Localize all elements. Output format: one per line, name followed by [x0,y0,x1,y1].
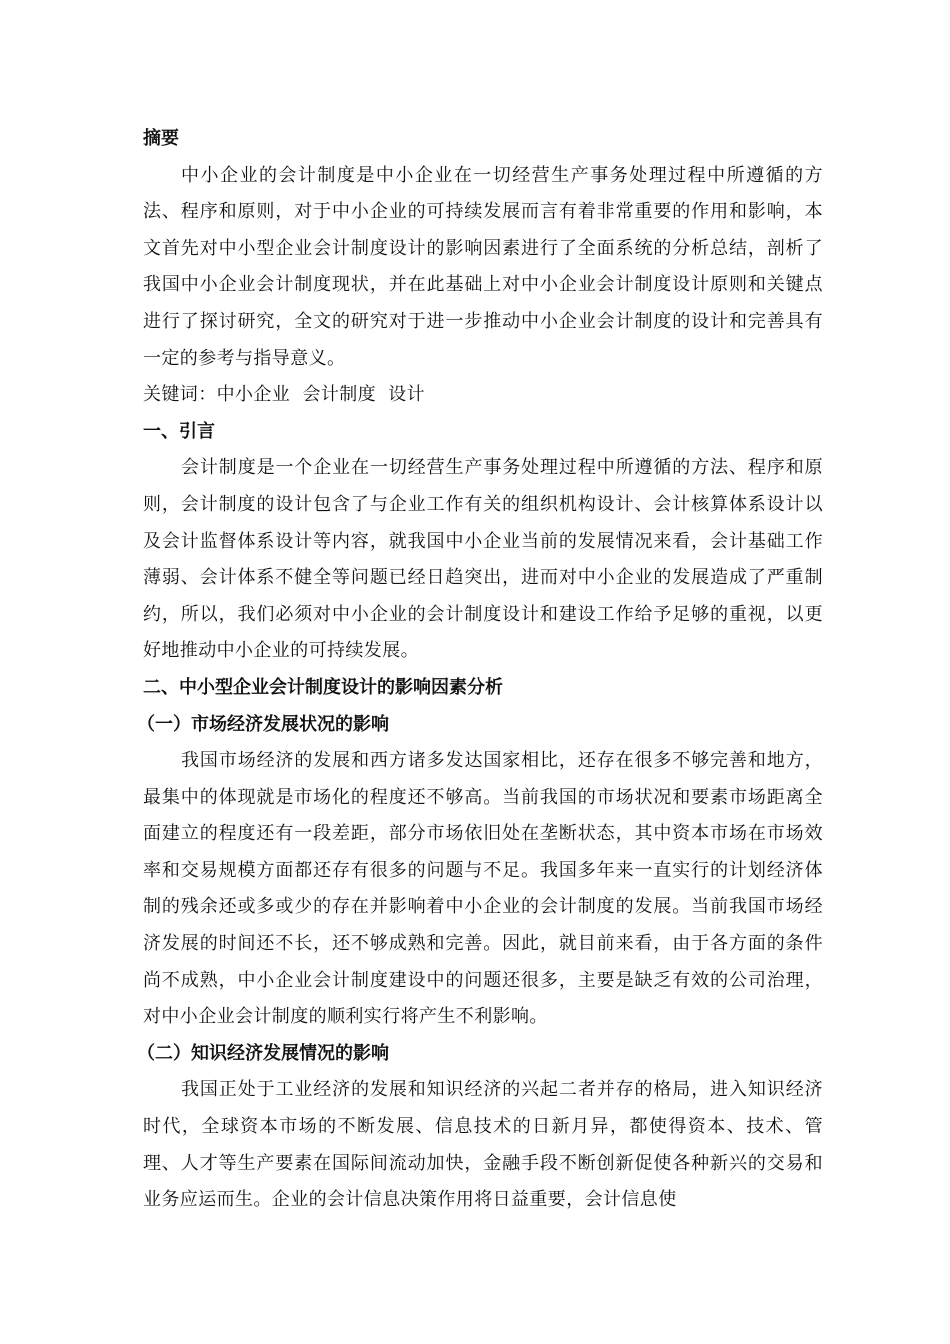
document-page [137,121,823,1219]
section1-body: 会计制度是一个企业在一切经营生产事务处理过程中所遵循的方法、程序和原则，会计制度的设计包含了与企业工作有关的组织机构设计、会计核算体系设计以及会计监督体系设计等内容，就我国中小企业当前的发展情况来看，会计基础工作薄弱、会计体系不健全等问题已经日趋突出，进而对中小企业的发展造成了严重制约，所以，我们必须对中小企业的会计制度设计和建设工作给予足够的重视，以更好地推动中小企业的可持续发展。 [143,457,823,662]
keywords-line: 关键词：中小企业 会计制度 设计 [143,384,426,406]
section2-sub2-heading: （二）知识经济发展情况的影响 [137,1042,389,1064]
abstract-body: 中小企业的会计制度是中小企业在一切经营生产事务处理过程中所遵循的方法、程序和原则，对于中小企业的可持续发展而言有着非常重要的作用和影响，本文首先对中小型企业会计制度设计的影响因素进行了全面系统的分析总结，剖析了我国中小企业会计制度现状，并在此基础上对中小企业会计制度设计原则和关键点进行了探讨研究，全文的研究对于进一步推动中小企业会计制度的设计和完善具有一定的参考与指导意义。 [143,164,823,369]
section1-heading: 一、引言 [143,420,215,442]
abstract-heading: 摘要 [143,128,179,149]
section2-sub2-body: 我国正处于工业经济的发展和知识经济的兴起二者并存的格局，进入知识经济时代，全球资本市场的不断发展、信息技术的日新月异，都使得资本、技术、管理、人才等生产要素在国际间流动加快，金融手段不断创新促使各种新兴的交易和业务应运而生。企业的会计信息决策作用将日益重要，会计信息使 [143,1079,823,1211]
section2-heading: 二、中小型企业会计制度设计的影响因素分析 [143,676,503,698]
section2-sub1-heading: （一）市场经济发展状况的影响 [137,713,389,735]
section2-sub1-body: 我国市场经济的发展和西方诸多发达国家相比，还存在很多不够完善和地方，最集中的体现就是市场化的程度还不够高。当前我国的市场状况和要素市场距离全面建立的程度还有一段差距，部分市场依旧处在垄断状态，其中资本市场在市场效率和交易规模方面都还存有很多的问题与不足。我国多年来一直实行的计划经济体制的残余还或多或少的存在并影响着中小企业的会计制度的发展。当前我国市场经济发展的时间还不长，还不够成熟和完善。因此，就目前来看，由于各方面的条件尚不成熟，中小企业会计制度建设中的问题还很多，主要是缺乏有效的公司治理，对中小企业会计制度的顺利实行将产生不利影响。 [143,750,823,1028]
